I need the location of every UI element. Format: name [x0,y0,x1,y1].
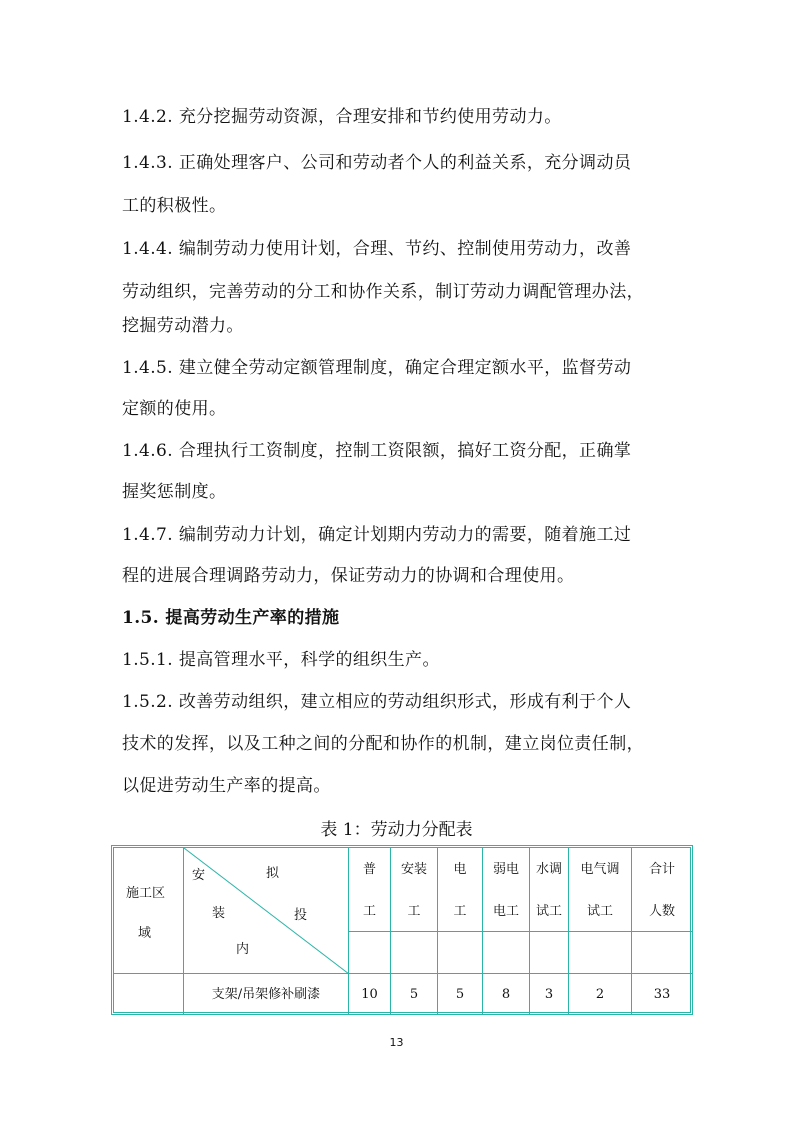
paragraph-line: 工的积极性。 [122,196,227,216]
paragraph-line: 1.5. 提高劳动生产率的措施 [122,608,340,628]
row-item: 支架/吊架修补刷漆 [184,974,349,1015]
header-area-line2: 域 [138,926,152,941]
column-header-line2: 电工 [492,904,519,919]
value-cell: 2 [569,974,632,1015]
paragraph-line: 1.4.3. 正确处理客户、公司和劳动者个人的利益关系，充分调动员 [122,153,632,173]
column-header-line2: 工 [453,904,467,919]
value-cell: 3 [530,974,569,1015]
paragraph-line: 劳动组织，完善劳动的分工和协作关系，制订劳动力调配管理办法， [122,282,644,302]
diag-text: 安 [192,868,206,883]
column-header-line2: 人数 [648,904,675,919]
empty-cell [483,932,530,974]
diag-text: 装 [212,906,226,921]
page-number: 13 [389,1036,404,1049]
empty-cell [349,932,391,974]
value-cell: 10 [349,974,391,1015]
column-header-line2: 工 [362,904,376,919]
column-header-line1: 弱电 [492,862,519,877]
paragraph-line: 技术的发挥，以及工种之间的分配和协作的机制，建立岗位责任制， [122,734,644,754]
column-header [569,848,632,932]
value-cell: 8 [483,974,530,1015]
column-header-line1: 水调 [535,862,562,877]
column-header-line1: 普 [362,862,376,877]
paragraph-line: 1.4.7. 编制劳动力计划，确定计划期内劳动力的需要，随着施工过 [122,525,632,545]
column-header-line1: 电气调 [580,862,620,877]
paragraph-line: 1.4.4. 编制劳动力使用计划，合理、节约、控制使用劳动力，改善 [122,239,632,259]
header-diagonal [184,848,349,974]
column-header-line1: 电 [453,862,467,877]
value-cell: 5 [391,974,438,1015]
labor-allocation-table [111,845,693,1015]
paragraph-line: 以促进劳动生产率的提高。 [122,776,331,796]
diag-text: 投 [294,908,308,923]
column-header [632,848,693,932]
paragraph-line: 握奖惩制度。 [122,482,227,502]
table-caption: 表 1：劳动力分配表 [320,820,473,840]
row-area [114,974,184,1015]
paragraph-line: 1.4.5. 建立健全劳动定额管理制度，确定合理定额水平，监督劳动 [122,358,632,378]
value-cell: 5 [438,974,483,1015]
paragraph-line: 1.4.2. 充分挖掘劳动资源，合理安排和节约使用劳动力。 [122,107,562,127]
paragraph-line: 程的进展合理调路劳动力，保证劳动力的协调和合理使用。 [122,566,575,586]
column-header-line2: 试工 [535,904,562,919]
empty-cell [391,932,438,974]
column-header-line2: 试工 [586,904,613,919]
header-area [114,848,184,974]
empty-cell [438,932,483,974]
column-header [530,848,569,932]
header-area-line1: 施工区 [126,886,166,901]
empty-cell [632,932,693,974]
column-header [483,848,530,932]
column-header [438,848,483,932]
diag-text: 内 [236,942,250,957]
column-header [391,848,438,932]
paragraph-line: 1.4.6. 合理执行工资制度，控制工资限额，搞好工资分配，正确掌 [122,441,632,461]
paragraph-line: 定额的使用。 [122,399,227,419]
column-header-line1: 合计 [648,862,675,877]
value-cell: 33 [632,974,693,1015]
paragraph-line: 1.5.1. 提高管理水平，科学的组织生产。 [122,650,440,670]
empty-cell [569,932,632,974]
column-header [349,848,391,932]
column-header-line2: 工 [407,904,421,919]
empty-cell [530,932,569,974]
diag-text: 拟 [266,866,280,881]
paragraph-line: 1.5.2. 改善劳动组织，建立相应的劳动组织形式，形成有利于个人 [122,692,632,712]
paragraph-line: 挖掘劳动潜力。 [122,316,244,336]
column-header-line1: 安装 [400,862,427,877]
